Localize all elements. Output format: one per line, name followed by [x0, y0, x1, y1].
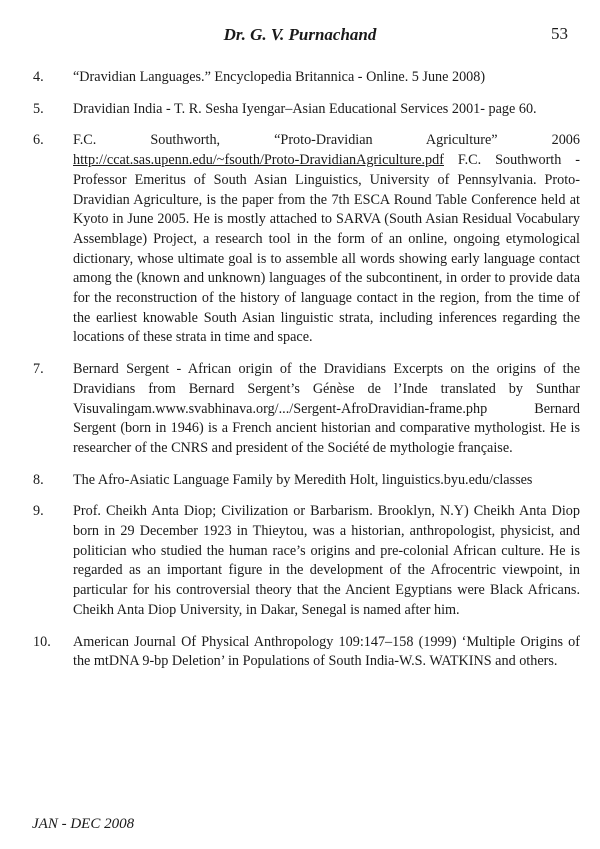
reference-number: 9. — [33, 503, 44, 520]
reference-number: 6. — [33, 132, 44, 149]
reference-number: 7. — [33, 361, 44, 378]
reference-text-part: F.C. Southworth, “Proto-Dravidian Agriculture” 2006 — [73, 132, 580, 149]
reference-item-8 — [33, 471, 580, 491]
reference-number: 8. — [33, 471, 44, 488]
reference-number: 5. — [33, 100, 44, 117]
reference-number: 10. — [33, 633, 51, 650]
references-list — [33, 68, 580, 684]
reference-text: Bernard Sergent - African origin of the Dravidians Excerpts on the origins of the Dravidians from Bernard Sergent’s Génèse de l’Inde translated by Sunthar Visuvalingam.www.svabhinava.org/.../Sergent-AfroDravidian-frame.php Bernard Sergent (born in 1946) is a French ancient historian and comparative mythologist. He is researcher of the CNRS and president of the Société de mythologie française. — [73, 361, 580, 456]
reference-item-9 — [33, 502, 580, 620]
reference-item-6 — [33, 131, 580, 348]
reference-text: Dravidian India - T. R. Sesha Iyengar–Asian Educational Services 2001- page 60. — [73, 100, 537, 117]
reference-text: Prof. Cheikh Anta Diop; Civilization or Barbarism. Brooklyn, N.Y) Cheikh Anta Diop born in 29 December 1923 in Thieytou, was a historian, anthropologist, physicist, and politician who studied the human race’s origins and pre-colonial African culture. He is regarded as an important figure in the development of the Afrocentric viewpoint, in particular for his controversial theory that the Ancient Egyptians were Black Africans. Cheikh Anta Diop University, in Dakar, Senegal is named after him. — [73, 503, 580, 618]
reference-text: The Afro-Asiatic Language Family by Meredith Holt, linguistics.byu.edu/classes — [73, 471, 533, 488]
southworth-pdf-link[interactable]: http://ccat.sas.upenn.edu/~fsouth/Proto-DravidianAgriculture.pdf — [73, 152, 444, 169]
reference-item-4 — [33, 68, 580, 88]
reference-item-10 — [33, 633, 580, 672]
reference-text — [73, 131, 580, 348]
reference-item-7 — [33, 360, 580, 459]
reference-item-5 — [33, 100, 580, 120]
page-number: 53 — [551, 24, 568, 43]
reference-text-part: F.C. Southworth - Professor Emeritus of South Asian Linguistics, University of Pennsylvania. Proto-Dravidian Agriculture, is the paper from the 7th ESCA Round Table Conference held at Kyoto in June 2005. He is mostly attached to SARVA (South Asian Residual Vocabulary Assemblage) Project, a research tool in the form of an online, ongoing etymological dictionary, whose ultimate goal is to assemble all words showing early language contact among the (known and unknown) languages of the subcontinent, in order to provide data for the reconstruction of the history of language contact in the region, from the time of the earliest knowable South Asian linguistic strata, including inferences regarding the locations of these strata in time and space. — [73, 152, 580, 346]
reference-text: American Journal Of Physical Anthropology 109:147–158 (1999) ‘Multiple Origins of the mtDNA 9-bp Deletion’ in Populations of South India-W.S. WATKINS and others. — [73, 633, 580, 670]
running-footer-issue-date: JAN - DEC 2008 — [32, 816, 135, 832]
reference-text: “Dravidian Languages.” Encyclopedia Britannica - Online. 5 June 2008) — [73, 69, 486, 85]
running-header-author: Dr. G. V. Purnachand — [223, 25, 377, 44]
reference-number: 4. — [33, 69, 44, 85]
